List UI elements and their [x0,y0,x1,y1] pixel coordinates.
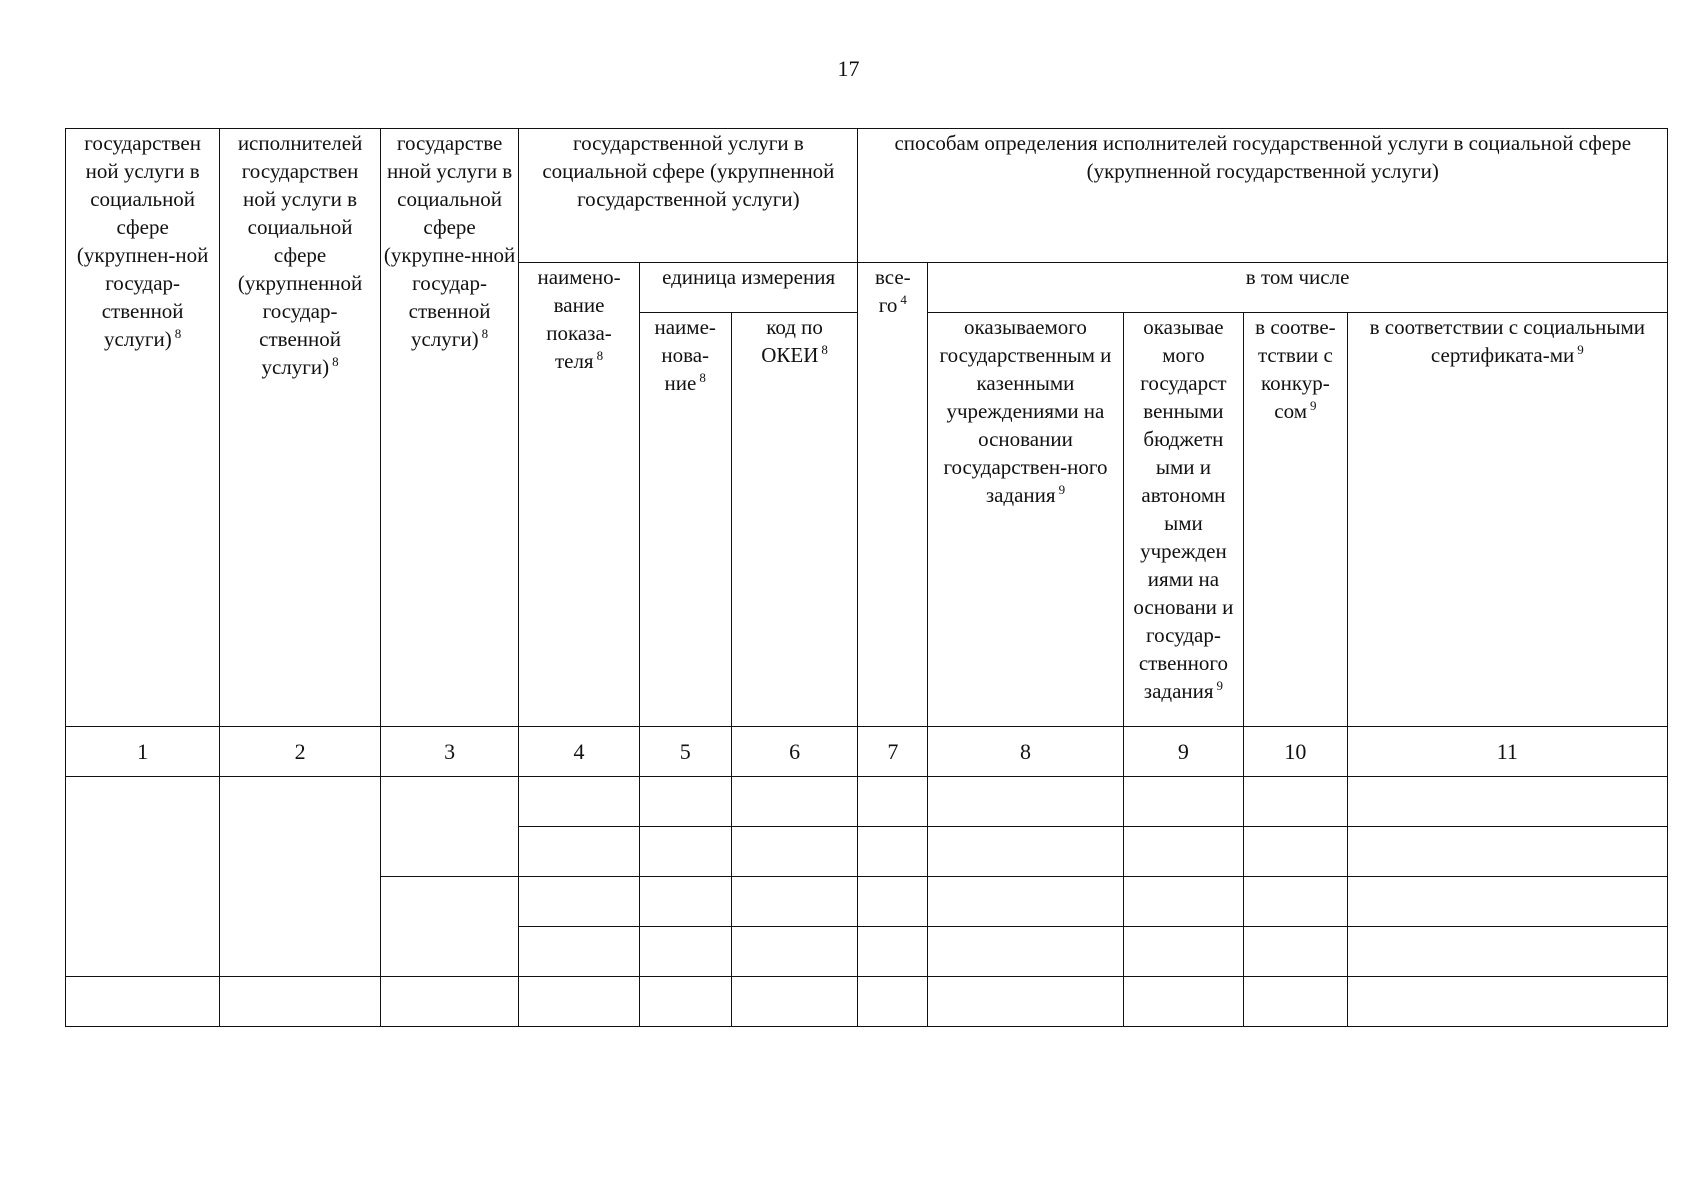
empty-cell[interactable] [519,777,639,827]
empty-cell[interactable] [639,827,731,877]
empty-cell[interactable] [858,827,928,877]
empty-cell[interactable] [519,977,639,1027]
empty-cell[interactable] [731,777,858,827]
empty-cell[interactable] [1244,927,1348,977]
empty-cell[interactable] [731,977,858,1027]
empty-cell[interactable] [858,927,928,977]
header-unit-code: код по ОКЕИ $^8$ [731,313,858,727]
empty-cell[interactable] [1123,977,1243,1027]
header-certificates: в соответствии с социальными сертификата-ми $^9$ [1347,313,1667,727]
header-service-content: государстве нной услуги в социальной сфере (укрупне-нной государ-ственной услуги) $^8$ [380,129,518,727]
service-volume-table [65,128,1668,1027]
empty-cell[interactable] [731,827,858,877]
empty-cell[interactable] [1123,827,1243,877]
column-number: 5 [639,727,731,777]
empty-cell[interactable] [1123,927,1243,977]
empty-cell[interactable] [639,977,731,1027]
column-number: 3 [380,727,518,777]
header-executors: исполнителей государствен ной услуги в социальной сфере (укрупненной государ-ственной услуги) $^8$ [220,129,381,727]
empty-cell[interactable] [928,777,1123,827]
table-row [66,777,1668,827]
empty-cell[interactable] [928,877,1123,927]
column-number: 4 [519,727,639,777]
empty-cell[interactable] [380,977,518,1027]
empty-cell[interactable] [1347,927,1667,977]
column-number: 11 [1347,727,1667,777]
empty-cell[interactable] [1244,877,1348,927]
column-number: 9 [1123,727,1243,777]
empty-cell[interactable] [220,977,381,1027]
empty-cell[interactable] [928,827,1123,877]
empty-cell[interactable] [858,777,928,827]
empty-cell[interactable] [1244,827,1348,877]
column-number: 8 [928,727,1123,777]
header-state-institutions: оказываемого государственным и казенными учреждениями на основании государствен-ного задания $^9$ [928,313,1123,727]
empty-cell[interactable] [519,927,639,977]
header-competition: в соотве-тствии с конкур-сом $^9$ [1244,313,1348,727]
header-including: в том числе [928,263,1668,313]
header-budget-institutions: оказывае мого государст венными бюджетн ыми и автономн ыми учрежден иями на основани и государ-ственного задания $^9$ [1123,313,1243,727]
header-service-name: государствен ной услуги в социальной сфере (укрупнен-ной государ-ственной услуги) $^8$ [66,129,220,727]
column-number: 2 [220,727,381,777]
page-number: 17 [837,56,860,81]
header-total: все-го $^4$ [858,263,928,727]
empty-cell[interactable] [1347,877,1667,927]
empty-cell[interactable] [928,927,1123,977]
empty-cell[interactable] [1347,977,1667,1027]
column-number: 10 [1244,727,1348,777]
empty-cell[interactable] [639,877,731,927]
empty-cell[interactable] [66,777,220,977]
empty-cell[interactable] [380,777,518,877]
table-row [66,977,1668,1027]
header-row-1 [66,129,1668,263]
empty-cell[interactable] [639,777,731,827]
empty-cell[interactable] [639,927,731,977]
column-number-row [66,727,1668,777]
empty-cell[interactable] [220,777,381,977]
empty-cell[interactable] [731,927,858,977]
empty-cell[interactable] [519,877,639,927]
empty-cell[interactable] [858,977,928,1027]
empty-cell[interactable] [731,877,858,927]
header-methods-group: способам определения исполнителей государственной услуги в социальной сфере (укрупненной государственной услуги) [858,129,1668,263]
empty-cell[interactable] [1347,777,1667,827]
empty-cell[interactable] [928,977,1123,1027]
empty-cell[interactable] [66,977,220,1027]
column-number: 1 [66,727,220,777]
empty-cell[interactable] [380,877,518,977]
header-unit-name: наиме-нова-ние $^8$ [639,313,731,727]
empty-cell[interactable] [1244,977,1348,1027]
empty-cell[interactable] [858,877,928,927]
column-number: 7 [858,727,928,777]
empty-cell[interactable] [1244,777,1348,827]
empty-cell[interactable] [1347,827,1667,877]
empty-cell[interactable] [519,827,639,877]
empty-cell[interactable] [1123,777,1243,827]
column-number: 6 [731,727,858,777]
empty-cell[interactable] [1123,877,1243,927]
header-indicator-name: наимено-вание показа-теля $^8$ [519,263,639,727]
header-unit-group: единица измерения [639,263,858,313]
header-indicator-group: государственной услуги в социальной сфере (укрупненной государственной услуги) [519,129,858,263]
